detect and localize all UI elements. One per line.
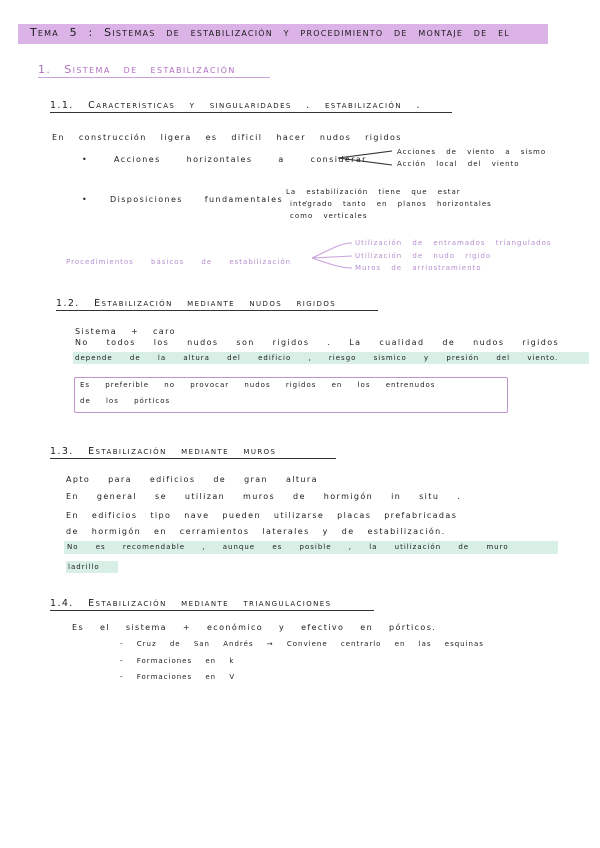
s12-line-2: No todos los nudos son rigidos . La cualidad de nudos rigidos bbox=[75, 338, 560, 347]
s13-line-4: de hormigón en cerramientos laterales y de estabilización. bbox=[66, 527, 446, 536]
procedure-3: Muros de arriostramiento bbox=[355, 264, 482, 272]
procedure-2: Utilización de nudo rigido bbox=[355, 252, 492, 260]
s11-bullet-1: • Acciones horizontales a considerar bbox=[82, 155, 367, 164]
s13-line-6: ladrillo bbox=[68, 563, 100, 571]
s11-bullet-2-text-3: como verticales bbox=[290, 212, 368, 220]
heading-1-4: 1.4. Estabilización mediante triangulaciones bbox=[50, 598, 374, 611]
procedure-1: Utilización de entramados triangulados bbox=[355, 239, 552, 247]
s11-bullet-2-text-1: La estabilización tiene que estar bbox=[286, 188, 461, 196]
s11-intro: En construcción ligera es dificil hacer nudos rigidos bbox=[52, 133, 402, 142]
s13-line-3: En edificios tipo nave pueden utilizarse placas prefabricadas bbox=[66, 511, 458, 520]
heading-1-1: 1.1. Características y singularidades . estabilización . bbox=[50, 100, 452, 113]
s12-line-1: Sistema + caro bbox=[75, 327, 176, 336]
s14-line-1: Es el sistema + económico y efectivo en pórticos. bbox=[72, 623, 437, 632]
s11-bullet-2: • Disposiciones fundamentales . bbox=[82, 195, 309, 204]
s13-line-2: En general se utilizan muros de hormigón in situ . bbox=[66, 492, 462, 501]
procedures-label: Procedimientos básicos de estabilización bbox=[66, 258, 292, 266]
s13-line-5: No es recomendable , aunque es posible , la utilización de muro bbox=[67, 543, 509, 551]
s11-branch-1: Acciones de viento a sismo bbox=[397, 148, 547, 156]
section-heading-1: 1. Sistema de estabilización bbox=[38, 63, 270, 78]
document-title: Tema 5 : Sistemas de estabilización y procedimiento de montaje de el bbox=[30, 26, 511, 39]
s14-item-3: - Formaciones en V bbox=[120, 673, 236, 681]
heading-1-3: 1.3. Estabilización mediante muros bbox=[50, 446, 336, 459]
s14-item-2: - Formaciones en k bbox=[120, 657, 235, 665]
s11-branch-2: Acción local del viento bbox=[397, 160, 520, 168]
s13-line-1: Apto para edificios de gran altura bbox=[66, 475, 318, 484]
s12-box-line-2: de los pórticos bbox=[80, 397, 171, 405]
s14-item-1: - Cruz de San Andrés → Conviene centrarlo en las esquinas bbox=[120, 640, 484, 648]
heading-1-2: 1.2. Estabilización mediante nudos rigidos bbox=[56, 298, 378, 311]
s11-bullet-2-text-2: integrado tanto en planos horizontales bbox=[290, 200, 492, 208]
s12-line-3: depende de la altura del edificio , riesgo sismico y presión del viento. bbox=[75, 354, 559, 362]
s12-box-line-1: Es preferible no provocar nudos rigidos en los entrenudos bbox=[80, 381, 436, 389]
